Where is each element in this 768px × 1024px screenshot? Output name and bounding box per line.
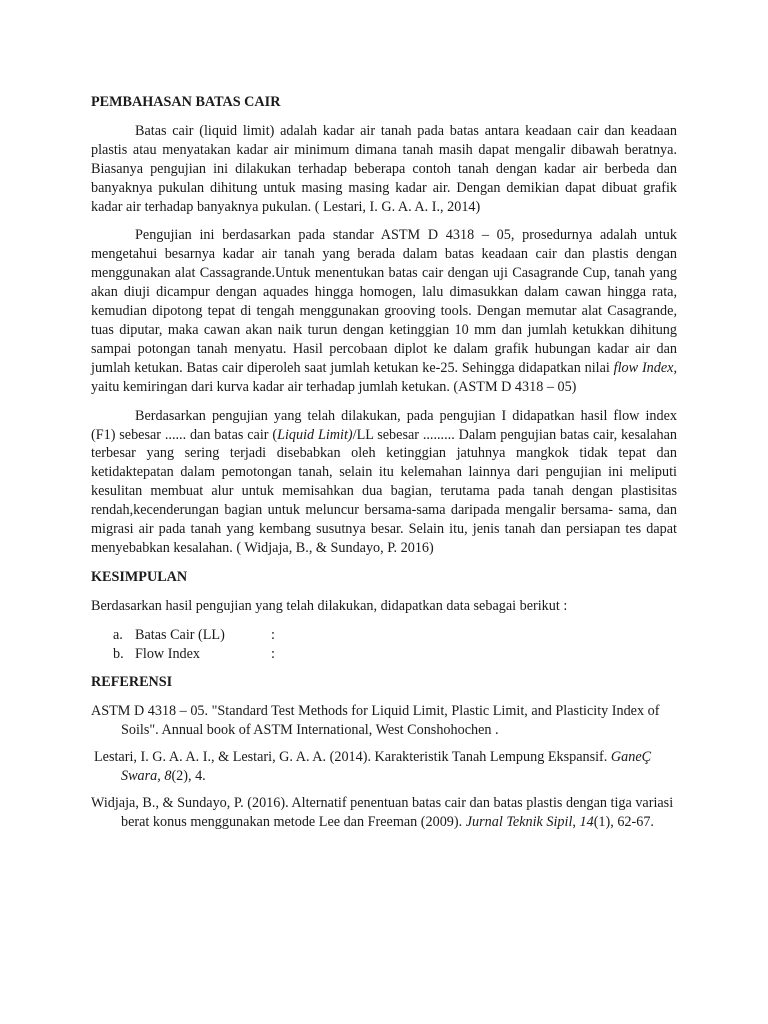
heading-kesimpulan: KESIMPULAN bbox=[91, 568, 188, 585]
reference-text: , bbox=[572, 813, 580, 830]
reference-text: (1), 62-67. bbox=[593, 813, 654, 830]
paragraph-text: yaitu kemiringan dari kurva kadar air terhadap jumlah ketukan. (ASTM D 4318 – 05) bbox=[91, 378, 577, 395]
journal-volume: 14 bbox=[579, 813, 594, 830]
journal-volume: 8 bbox=[164, 768, 172, 785]
list-label: Flow Index bbox=[135, 645, 201, 662]
document-page bbox=[91, 93, 677, 840]
list-item bbox=[91, 626, 677, 645]
list-label: Batas Cair (LL) bbox=[135, 626, 225, 643]
kesimpulan-list bbox=[91, 626, 677, 664]
journal-name: Jurnal Teknik Sipil bbox=[465, 813, 573, 830]
list-marker: b. bbox=[113, 645, 124, 662]
emphasis-text: Liquid Limit) bbox=[277, 426, 353, 443]
emphasis-text: flow Index, bbox=[613, 359, 677, 376]
list-colon: : bbox=[271, 645, 275, 662]
reference-lestari bbox=[91, 748, 677, 786]
paragraph-astm-procedure bbox=[91, 226, 677, 396]
paragraph-text: Berdasarkan pengujian yang telah dilakukan, pada pengujian I didapatkan hasil flow index (F1) sebesar ...... dan batas cair ( bbox=[91, 407, 677, 443]
heading-pembahasan: PEMBAHASAN BATAS CAIR bbox=[91, 94, 281, 110]
kesimpulan-intro: Berdasarkan hasil pengujian yang telah dilakukan, didapatkan data sebagai berikut : bbox=[91, 597, 568, 614]
paragraph-results-discussion bbox=[91, 407, 677, 558]
heading-referensi: REFERENSI bbox=[91, 674, 173, 691]
paragraph-batas-cair-definition: Batas cair (liquid limit) adalah kadar air tanah pada batas antara keadaan cair dan keadaan plastis atau menyatakan kadar air minimum dimana tanah masih dapat mengalir dibawah beratnya. Biasanya pengujian ini dilakukan terhadap beberapa contoh tanah dengan kadar air berbeda dan banyaknya pukulan dihitung untuk masing masing kadar air. Dengan demikian dapat dibuat grafik kadar air terhadap banyaknya pukulan. ( Lestari, I. G. A. A. I., 2014) bbox=[91, 122, 677, 215]
paragraph-text: Pengujian ini berdasarkan pada standar ASTM D 4318 – 05, prosedurnya adalah untuk mengetahui besarnya kadar air tanah yang berada dalam batas keadaan cair dan plastis dengan menggunakan alat Cassagrande.Untuk menentukan batas cair dengan uji Casagrande Cup, tanah yang akan diuji dicampur dengan aquades hingga homogen, lalu dimasukkan dalam cawan hingga rata, kemudian dipotong tepat di tengah menggunakan grooving tools. Dengan memutar alat Casagrande, tuas diputar, maka cawan akan naik turun dengan ketinggian 10 mm dan jumlah ketukkan dihitung sampai potongan tanah menyatu. Hasil percobaan diplot ke dalam grafik hubungan kadar air dan jumlah ketukan. Batas cair diperoleh saat jumlah ketukan ke-25. Sehingga didapatkan nilai bbox=[91, 227, 677, 376]
list-item bbox=[91, 645, 677, 664]
reference-text: Lestari, I. G. A. A. I., & Lestari, G. A. A. (2014). Karakteristik Tanah Lempung Ekspansif. bbox=[94, 749, 611, 766]
reference-astm: ASTM D 4318 – 05. "Standard Test Methods for Liquid Limit, Plastic Limit, and Plasticity Index of Soils". Annual book of ASTM International, West Conshohochen . bbox=[91, 703, 660, 739]
list-colon: : bbox=[271, 626, 275, 643]
reference-text: , bbox=[157, 768, 165, 785]
reference-text: Widjaja, B., & Sundayo, P. (2016). Alternatif penentuan batas cair dan batas plastis dengan tiga variasi berat konus menggunakan metode Lee dan Freeman (2009). bbox=[91, 795, 674, 830]
reference-widjaja bbox=[91, 794, 677, 832]
paragraph-text: /LL sebesar ......... Dalam pengujian batas cair, kesalahan terbesar yang sering terjadi disebabkan oleh ketinggian jatuhnya mangkok tidak tepat dan ketidaktepatan dalam pemotongan tanah, selain itu kelemahan lainnya dari pengujian ini meliputi kesulitan membuat alur untuk memisahkan dua bagian, terutama pada tanah dengan plastisitas rendah,kecenderungan bagian untuk meluncur bersama-sama daripada mengalir bersama- sama, dan migrasi air pada tanah yang kembang susutnya besar. Selain itu, jenis tanah dan persiapan tes dapat menyebabkan kesalahan. ( Widjaja, B., & Sundayo, P. 2016) bbox=[91, 426, 677, 556]
reference-text: (2), 4. bbox=[171, 768, 206, 785]
list-marker: a. bbox=[113, 626, 123, 643]
journal-name: GaneÇ Swara bbox=[121, 749, 652, 785]
